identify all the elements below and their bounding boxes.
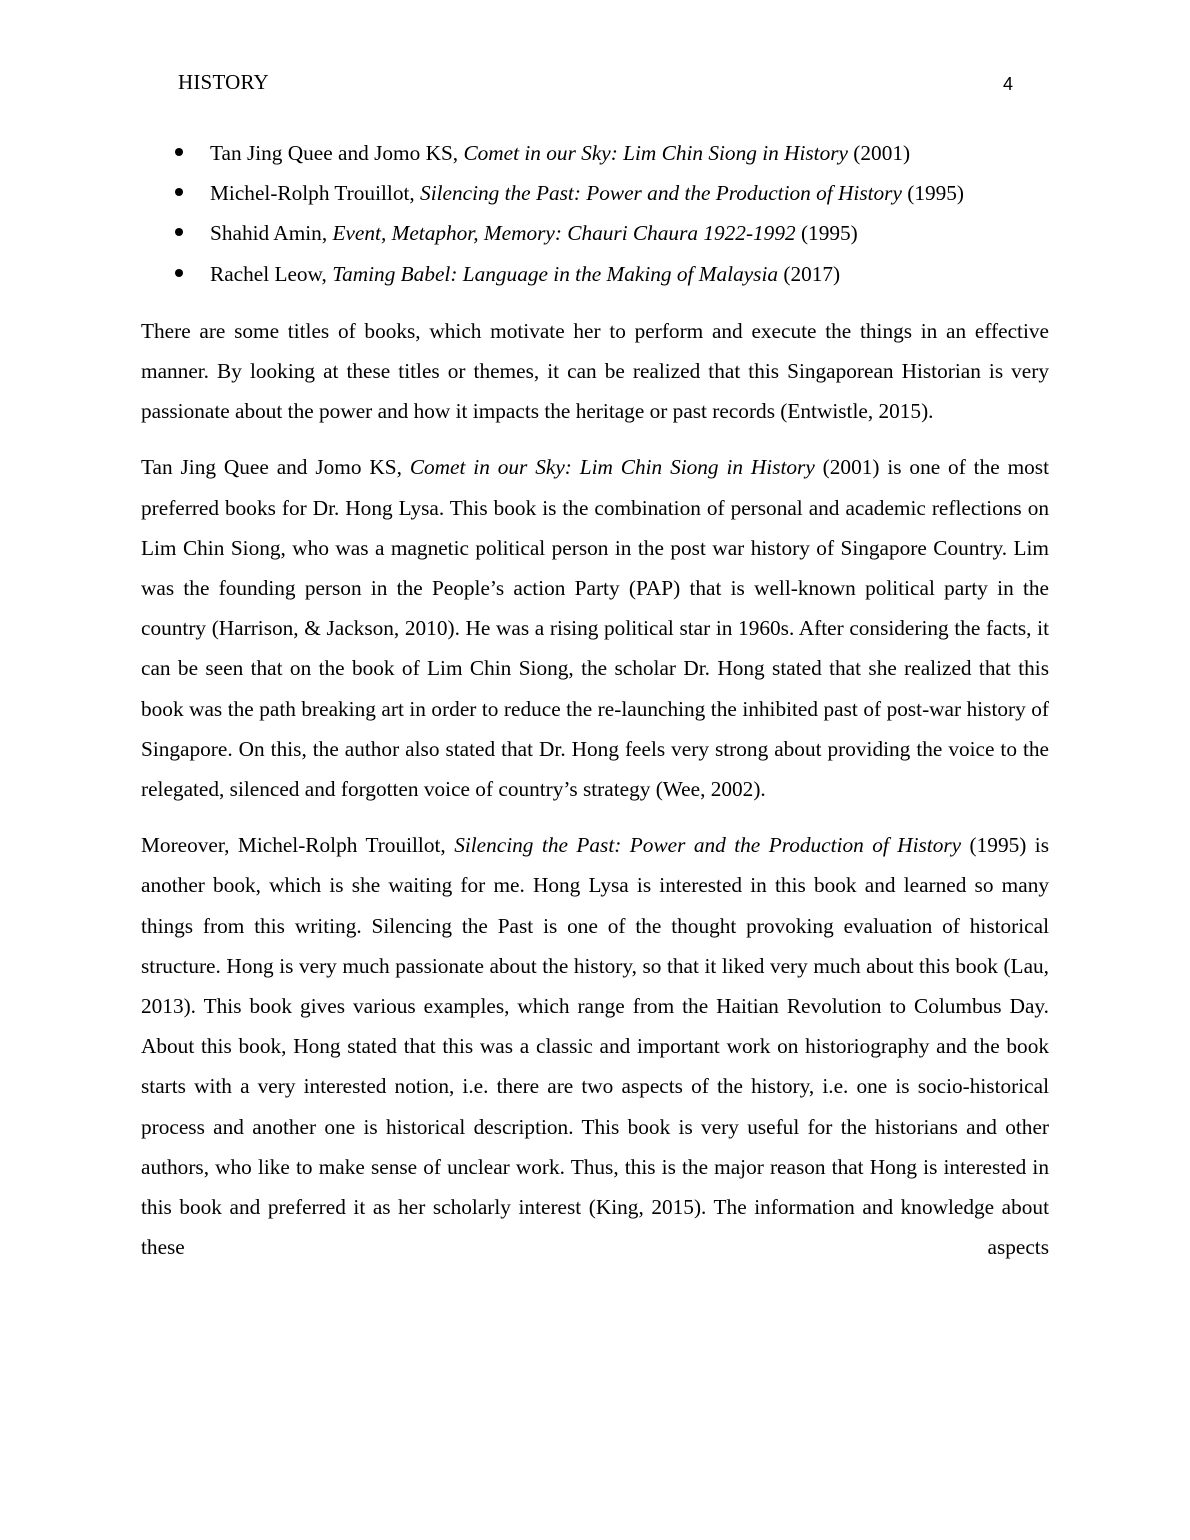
bullet-icon xyxy=(175,228,183,236)
reference-author: Tan Jing Quee and Jomo KS, xyxy=(210,141,464,165)
reference-author: Rachel Leow, xyxy=(210,261,333,286)
reference-item xyxy=(141,173,1049,213)
page-number: 4 xyxy=(1002,74,1013,94)
reference-title: Taming Babel: Language in the Making of Malaysia xyxy=(332,261,779,286)
reference-year: (2017) xyxy=(778,261,841,286)
reference-year: (1995) xyxy=(901,181,965,206)
bullet-icon xyxy=(175,269,183,277)
reference-item xyxy=(141,213,1049,253)
bullet-icon xyxy=(175,148,183,156)
body-content xyxy=(141,133,1049,1267)
reference-author: Shahid Amin, xyxy=(210,221,333,246)
paragraph-text: (2001) is one of the most preferred books for Dr. Hong Lysa. This book is the combination of personal and academic reflections on Lim Chin Siong, who was a magnetic political person in the post war history of Singapore Country. Lim was the founding person in the People’s action Party (PAP) that is well-known political party in the country (Harrison, & Jackson, 2010). He was a rising political star in 1960s. After considering the facts, it can be seen that on the book of Lim Chin Siong, the scholar Dr. Hong stated that she realized that this book was the path breaking art in order to reduce the re-launching the inhibited past of post-war history of Singapore. On this, the author also stated that Dr. Hong feels very strong about providing the voice to the relegated, silenced and forgotten voice of country’s strategy (Wee, 2002). xyxy=(141,455,1049,802)
bullet-icon xyxy=(175,188,183,196)
paragraph-lead: Moreover, Michel-Rolph Trouillot, xyxy=(141,833,455,858)
paragraph-silencing xyxy=(141,825,1049,1267)
book-title: Comet in our Sky: Lim Chin Siong in History xyxy=(409,455,815,480)
reference-year: (2001) xyxy=(847,141,911,165)
reference-list xyxy=(141,133,1049,294)
running-head: HISTORY xyxy=(178,70,269,94)
reference-title: Silencing the Past: Power and the Production of History xyxy=(420,181,902,206)
reference-author: Michel-Rolph Trouillot, xyxy=(210,181,421,206)
paragraph-lead: Tan Jing Quee and Jomo KS, xyxy=(141,455,410,480)
reference-item xyxy=(141,254,1049,294)
reference-title: Comet in our Sky: Lim Chin Siong in History xyxy=(463,141,848,165)
reference-item xyxy=(141,133,1049,173)
reference-title: Event, Metaphor, Memory: Chauri Chaura 1922-1992 xyxy=(332,221,796,246)
paragraph-intro: There are some titles of books, which motivate her to perform and execute the things in an effective manner. By looking at these titles or themes, it can be realized that this Singaporean Historian is very passionate about the power and how it impacts the heritage or past records (Entwistle, 2015). xyxy=(141,318,1049,424)
book-title: Silencing the Past: Power and the Production of History xyxy=(454,833,962,858)
reference-year: (1995) xyxy=(795,221,858,246)
paragraph-comet xyxy=(141,447,1049,809)
paragraph-text: (1995) is another book, which is she waiting for me. Hong Lysa is interested in this book and learned so many things from this writing. Silencing the Past is one of the thought provoking evaluation of historical structure. Hong is very much passionate about the history, so that it liked very much about this book (Lau, 2013). This book gives various examples, which range from the Haitian Revolution to Columbus Day. About this book, Hong stated that this was a classic and important work on historiography and the book starts with a very interested notion, i.e. there are two aspects of the history, i.e. one is socio-historical process and another one is historical description. This book is very useful for the historians and other authors, who like to make sense of unclear work. Thus, this is the major reason that Hong is interested in this book and preferred it as her scholarly interest (King, 2015). The information and knowledge about these aspects xyxy=(141,833,1049,1260)
